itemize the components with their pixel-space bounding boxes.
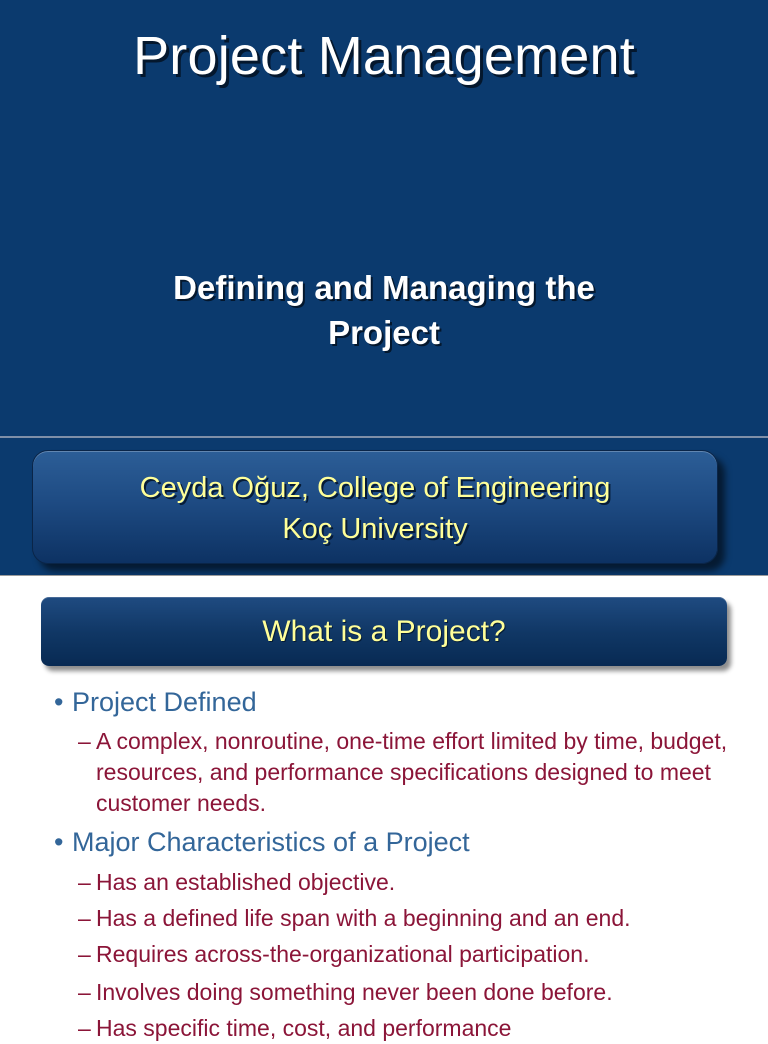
characteristic-text: Has a defined life span with a beginning and an end. (96, 905, 631, 931)
definition-item (78, 726, 738, 819)
author-name-affiliation: Ceyda Oğuz, College of Engineering (139, 472, 611, 504)
dash-marker: – (78, 1015, 91, 1041)
characteristic-item (78, 903, 738, 934)
bullet-label: Project Defined (72, 687, 257, 717)
dash-marker: – (78, 728, 91, 754)
what-is-project-slide (0, 576, 768, 1041)
project-definition-list (0, 576, 768, 1041)
title-slide-subtitle (84, 265, 684, 355)
characteristic-item (78, 939, 738, 970)
dash-marker: – (78, 941, 91, 967)
author-banner (32, 450, 718, 564)
section-title: What is a Project? (262, 615, 506, 648)
dash-marker: – (78, 979, 91, 1005)
author-university: Koç University (282, 513, 468, 545)
bullet-marker: • (54, 687, 64, 717)
title-slide-subtitle-line-2: Project (328, 314, 440, 351)
title-slide-subtitle-line-1: Defining and Managing the (173, 269, 595, 306)
bullet-major-characteristics (54, 826, 470, 858)
characteristic-text: Involves doing something never been done before. (96, 979, 613, 1005)
characteristic-text: Has specific time, cost, and performance (96, 1015, 512, 1041)
title-slide-heading: Project Management (133, 26, 635, 86)
bullet-marker: • (54, 827, 64, 857)
characteristic-item (78, 977, 738, 1008)
bullet-label: Major Characteristics of a Project (72, 827, 470, 857)
characteristic-item (78, 867, 738, 898)
dash-marker: – (78, 905, 91, 931)
characteristic-text: Has an established objective. (96, 869, 396, 895)
title-slide-divider (0, 436, 768, 438)
definition-text: A complex, nonroutine, one-time effort limited by time, budget, resources, and performance specifications designed to meet customer needs. (96, 728, 728, 816)
characteristic-text: Requires across-the-organizational participation. (96, 941, 590, 967)
dash-marker: – (78, 869, 91, 895)
characteristic-item-partial (78, 1013, 738, 1044)
bullet-project-defined (54, 686, 257, 718)
